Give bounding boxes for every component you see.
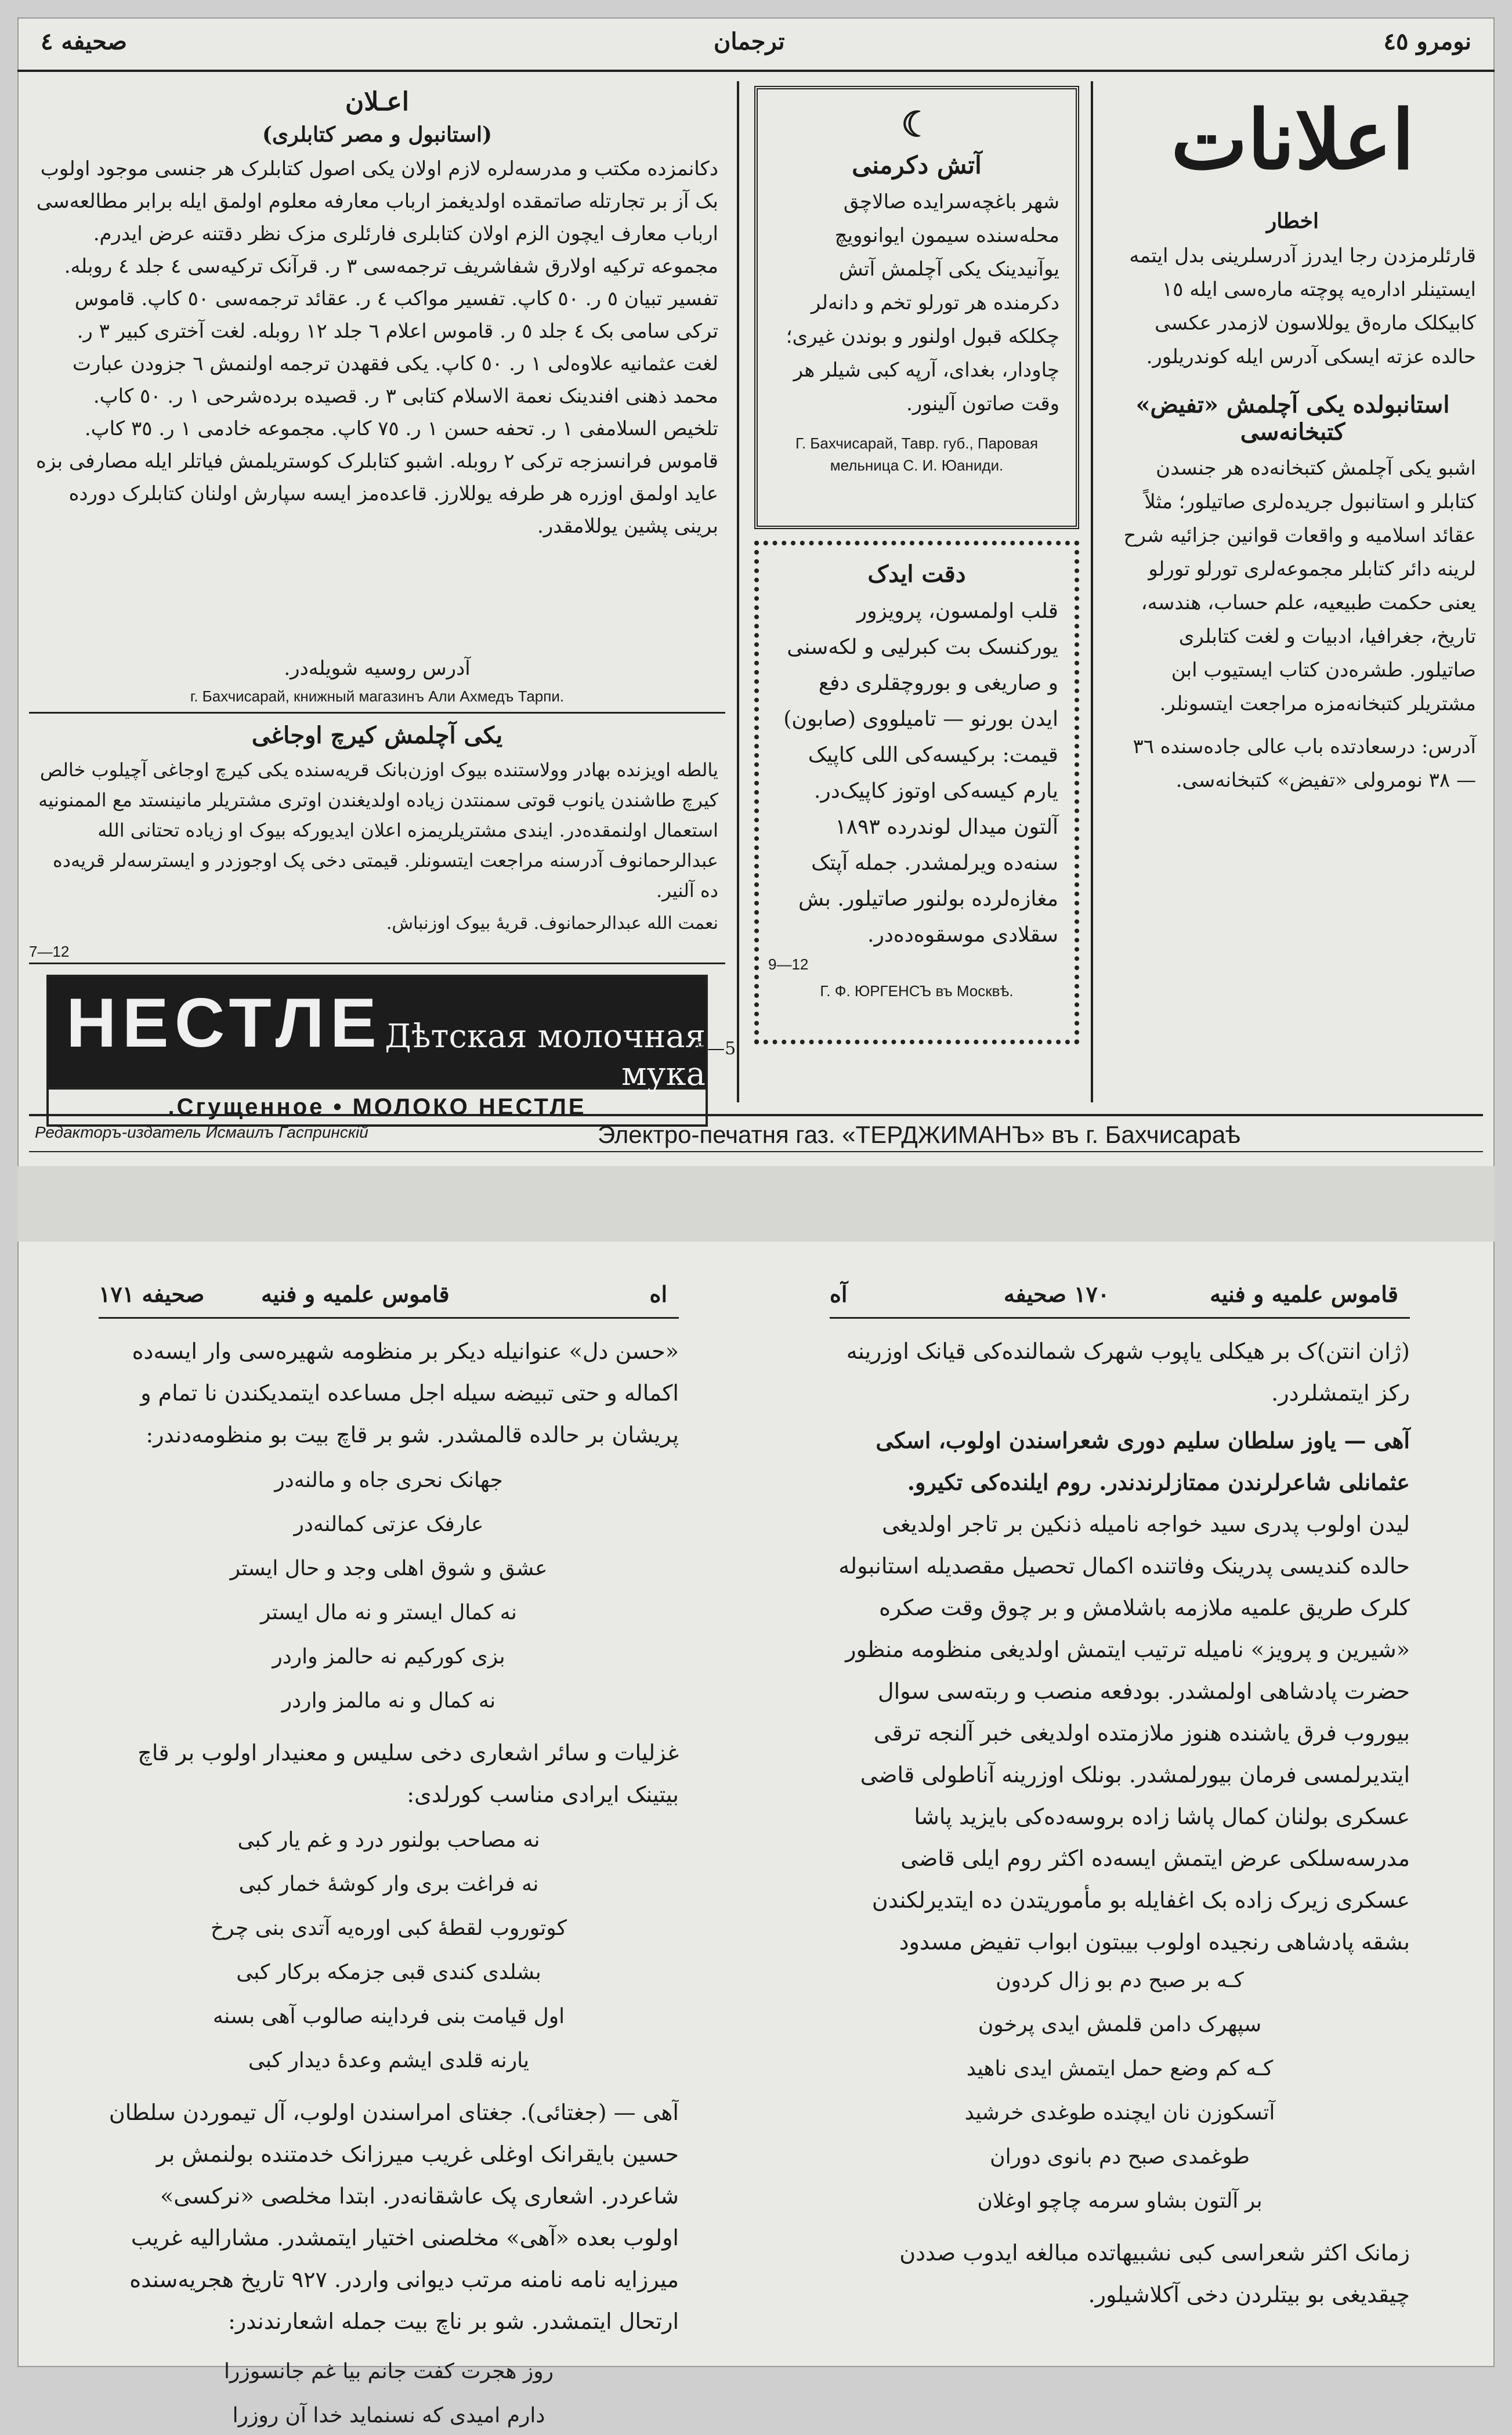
crescent-icon: ☾ [901,104,932,145]
dictionary-page-170 [830,1271,1410,2361]
imprint-footer [29,1114,1483,1152]
corner-label: آه [830,1281,848,1307]
books-title: اعـلان [345,87,409,117]
page-header [17,17,1495,72]
dictionary-header [99,1271,679,1319]
verse-line: بر آلتون بشاو سرمه چاچو اوغلان [977,2189,1263,2213]
school-text: یالطه اویزنده بهادر وولاستنده بیوک اوزن‌بانک قریه‌سنده یکی کیرچ اوجاغی آچیلوب خالص کیرچ طاشندن یانوب قوتی سمنتدن زیاده اولدیغندن اوتری مشتریلر مانینستد مع الممنونیه استعمال اولنمقده‌در. ایندی مشتریلریمزه اعلان ایدیورکه بیوک او زیاده تحتانی الله عبدالرحمانوف آدرسنه مراجعت ایتسونلر. قیمتی دخی پک اوجوز‌در و ایسترسه‌لر قریه‌ده ده آلنیر. [38,759,718,902]
verse-line: عشق و شوق اهلی وجد و حال ایستر [230,1557,548,1580]
verse-line: کـه بر صبح دم بو زال کردون [996,1969,1244,1992]
verse-line: عارفک عزتی کمالنه‌در [294,1513,484,1536]
verse-line: یارنه قلدی ایشم وعدهٔ دیدار کبی [248,2049,530,2072]
mill-title: آتش دکرمنی [852,151,982,179]
running-title: قاموس علمیه و فنیه [261,1281,450,1307]
verse-line: بزی کورکیم نه حالمز واردر [272,1645,505,1669]
books-cyrillic: г. Бахчисарай, книжный магазинъ Али Ахмедъ Тарпи. [29,685,725,714]
column-divider [737,81,739,1102]
verse-line: سپهرک دامن قلمش ایدی پرخون [978,2013,1262,2036]
mill-cyrillic: Г. Бахчисарай, Тавр. губ., Паровая мельница С. И. Юаниди. [795,435,1039,474]
ikhtar-label: اخطار [1266,209,1319,233]
school-num: 7—12 [29,940,725,964]
closing-text: زمانک اکثر شعراسی کبی نشبیهاتده مبالغه ایدوب صددن چیقدیغی بو بیتلردن دخی آکلاشیلور. [899,2240,1410,2307]
verse-line: طوغمدی صبح دم بانوی دوران [990,2145,1250,2169]
ghazal-intro: غزلیات و سائر اشعاری دخی سلیس و معنیدار اولوب بر قاچ بیتینک ایرادی مناسب کورلدی: [138,1740,679,1807]
verse-line: نه فراغت بری وار کوشهٔ خمار کبی [238,1872,539,1896]
ads-column-right [1102,81,1483,1102]
ads-title: اعلانات [1171,93,1415,188]
intro-text: (ژان انتن)ک بر هیکلی یاپوب شهرک شمالنده‌کی قیانک اوزرینه رکز ایتمشلردر. [846,1338,1410,1406]
page-gap [17,1166,1495,1242]
ads-column-left [29,81,725,1120]
verse-line: بشلدی کندی قبی جزمکه برکار کبی [236,1960,541,1984]
books-subtitle: (استانبول و مصر کتابلری) [262,122,492,147]
dictionary-page-171 [99,1271,679,2427]
nestle-ad [46,975,708,1093]
soap-num: 9—12 [768,956,809,973]
newspaper-page [17,17,1495,2427]
dictionary-spread [17,1247,1495,2427]
ikhtar-text: قارئلرمزدن رجا ایدرز آدرسلرینی بدل ایتمه ایستینلر اداره‌یه پوچته ماره‌سی ایله ١٥ کابیکلک ماره‌ق یوللاسون لازمدر عکسی حالده عزته ایسکی آدرس ایله کوندریلور. [1129,244,1476,368]
page-number: ١٧٠ صحیفه [1004,1281,1110,1307]
library-address: آدرس: درسعادتده باب عالی جاده‌سنده ٣٦ — ٣٨ نومرولی «تفیض» کتبخانه‌سی. [1133,735,1476,792]
mill-ad [754,86,1079,529]
running-title: قاموس علمیه و فنیه [1210,1281,1398,1307]
soap-title: دقت ایدک [867,560,966,588]
soap-text: قلب اولمسون، پرویزور یورکنسک بت کبرلیی و لکه‌سنی و صاریغی و بوروچقلری دفع ایدن بورنو — تامیلووی (صابون) قیمت: برکیسه‌کی اللی کاپیک یارم کیسه‌کی اوتوز کاپیک‌در. آلتون میدال لوندرده ١٨٩٣ سنه‌ده ویرلمشدر. جمله آپتک مغازه‌لرده بولنور صاتیلور. بش سقلادی موسقوه‌ده‌در. [783,599,1058,947]
verse-line: روز هجرت کفت جانم بیا غم جانسوزرا [223,2360,554,2383]
entry-ahi-heading: آهی — یاوز سلطان سلیم دوری شعراسندن اولوب، اسکی عثمانلی شاعرلرندن ممتازلرندندر. روم ایلنده‌کی تکیرو. [876,1427,1410,1495]
column-divider [1091,81,1093,1102]
dictionary-header [830,1271,1410,1319]
school-title: یکی آچلمش کیرچ اوجاغی [251,722,503,749]
verse-line: کـه کم وضع حمل ایتمش ایدی ناهید [966,2057,1274,2081]
press-line: Электро-печатня газ. «ТЕРДЖИМАНЪ» въ г. Бахчисараѣ [598,1121,1240,1148]
school-signature: نعمت الله عبدالرحمانوف. قریهٔ بیوک اوزنباش. [386,913,718,934]
entry-ahi-chaghatai: آهی — (جغتائی). جغتای امراسندن اولوب، آل تیموردن سلطان حسین بایقرانک اوغلی غریب میرزانک خدمتنده بولنمش بر شاعردر. اشعاری پک عاشقانه‌در. ابتدا مخلصی «نرکسی» اولوب بعده «آهی» مخلصنی اختیار ایتمشدر. مشارالیه غریب میرزایه نامه نامنه مرتب دیوانی واردر. ٩٢٧ تاریخ هجریه‌سنده ارتحال ایتمشدر. شو بر ناچ بیت جمله اشعارندندر: [108,2100,679,2334]
soap-ad [754,541,1079,1044]
hasan-dil-text: «حسن دل» عنوانیله دیکر بر منظومه شهیر‌ه‌سی وار ایسه‌ده اکماله و حتی تبیضه سیله اجل مساعده ایتمدیکندن نا تمام و پریشان بر حالده قالمشدر. شو بر قاچ بیت بو منظومه‌دندر: [132,1338,679,1448]
verse-line: دارم امیدی که نسنماید خدا آن روزرا [232,2404,545,2427]
verse-line: نه کمال و نه مالمز واردر [281,1689,496,1713]
mill-text: شهر باغچه‌سرایده صالاچق محله‌سنده سیمون ایوانوویچ یوآنیدینک یکی آچلمش آتش دکرمنده هر تورلو تخم و دانه‌لر چکلکه قبول اولنور و بوندن غیری؛ چاودار، بغدای، آرپه کبی شیلر هر وقت صاتون آلینور. [786,190,1059,415]
verse-line: کوتوروب لقطهٔ کبی اوره‌یه آتدی بنی چرخ [211,1916,567,1940]
entry-ahi-text: لیدن اولوب پدری سید خواجه نامیله ذنکین بر تاجر اولدیغی حالده کندیسی پدرینک وفاتنده اکمال تحصیل مقصدیله استانبوله کلرک طریق علمیه ملازمه باشلامش و بر چوق وقت صکره «شیرین و پرویز» نامیله ترتیب ایتمش اولدیغی منظومه منظور حضرت پادشاهی اولمشدر. بودفعه منصب و ربته‌سی سوال بیوروب فرق یاشنده هنوز ملازمتده اولدیغی خبر آلنجه ترقی ایتدیرلمسی فرمان بیورلمشدر. بونلک اوزرینه آناطولی قاضی عسکری بولنان کمال پاشا زاده بروسه‌ده‌کی بایزید پاشا مدرسه‌سلکی عرض ایتمش ایسه‌ده اکثر روم ایلی قاضی عسکری زیرک زاده بک اغفایله بو مأموریتدن ده ایتدیرلکندن بشقه پادشاهی رنجیده اولوب بیبتون ابواب تفیض مسدود [838,1511,1410,1955]
page-number: صحیفه ١٧١ [99,1281,205,1307]
verse-line: اول قیامت بنی فرداینه صالوب آهی بسنه [212,2005,565,2028]
nestle-brand: НЕСТЛЕ [66,984,382,1062]
library-title: استانبولده یکی آچلمش «تفیض» کتبخانه‌سی [1135,391,1450,446]
ads-section [29,81,1483,1120]
soap-cyrillic: Г. Ф. ЮРГЕНСЪ въ Москвѣ. [820,982,1014,1000]
verse-line: جهانک نحری جاه و مالنه‌در [274,1468,503,1492]
books-address: آدرس روسیه شویله‌در. [284,657,471,680]
editor-line: Редакторъ-издатель Исмаилъ Гаспринскій [35,1123,368,1141]
ads-column-middle [748,81,1085,1102]
nestle-num: 5—5 [696,1039,736,1059]
books-text: دکانمزده مکتب و مدرسه‌لره لازم اولان یکی اصول کتابلرک هر جنسی موجود اولوب بک آز بر تجارتله صاتمقده اولدیغمز ارباب معارفه معلوم اولمق ایله برابر مطالعه‌سی ارباب معارف ایچون الزم اولان کتابلری فارئلری مزک نظر دقتنه عرض ایدرم. مجموعه ترکیه اولارق شفاشریف ترجمه‌سی ٣ ر. قرآنک ترکیه‌سی ٤ جلد ٤ روبله. تفسیر تبیان ٥ ر. ٥٠ کاپ. تفسیر مواکب ٤ ر. عقائد ترجمه‌سی ٥٠ کاپ. قاموس ترکی سامی بک ٤ جلد ٥ ر. قاموس اعلام ٦ جلد ١٢ روبله. لغت آختری کبیر ٣ ر. لغت عثمانیه علاوه‌لی ١ ر. ٥٠ کاپ. یکی فقهدن ترجمه اولنمش ٦ جزودن عبارت محمد ذهنی افندینک نعمة الاسلام کتابی ٣ ر. قصیده برده‌شرحی ١ ر. ٥٠ کاپ. تلخیص السلامفی ١ ر. تحفه حسن ١ ر. ٧٥ کاپ. مجموعه خادمی ١ ر. ٣٥ کاپ. قاموس فرانسزجه ترکی ٢ روبله. اشبو کتابلرک کوستریلمش فیاتلر ایله مصارفی بزه عاید اولمق اوزره هر طرفه یوللارز. قاعده‌مز ایسه سپارش اولنان کتابلرک دورده برینی پشین یوللامقدر. [36,157,718,538]
library-text: اشبو یکی آچلمش کتبخانه‌ده هر جنسدن کتابلر و استانبول جریده‌لری صاتیلور؛ مثلاً عقائد اسلامیه و واقعات قوانین جزائیه شرح لرینه دائر کتابلر مجموعه‌لری تورلو تورلو یعنی حکمت طبیعیه، علم حساب، هندسه، تاریخ، جغرافیا، ادبیات و لغت کتابلری صاتیلور. طشره‌دن کتاب ایستیوب ابن مشتریلر کتبخانه‌مزه مراجعت ایتسونلر. [1123,457,1476,715]
corner-label: اه [649,1281,667,1307]
page-label: صحیفه ٤ [41,28,127,55]
paper-name: ترجمان [714,28,785,55]
verse-line: نه کمال ایستر و نه مال ایستر [261,1601,517,1624]
issue-number: نومرو ٤٥ [1383,28,1471,55]
nestle-subtitle: Дѣтская молочная мука [385,1018,706,1093]
verse-line: نه مصاحب بولنور درد و غم یار کبی [237,1828,540,1852]
verse-line: آتسکوزن نان ایچنده طوغدی خرشید [964,2101,1275,2125]
nestle-bottom-line: Сгущенное • МОЛОКО НЕСТЛЕ. [46,1090,708,1127]
